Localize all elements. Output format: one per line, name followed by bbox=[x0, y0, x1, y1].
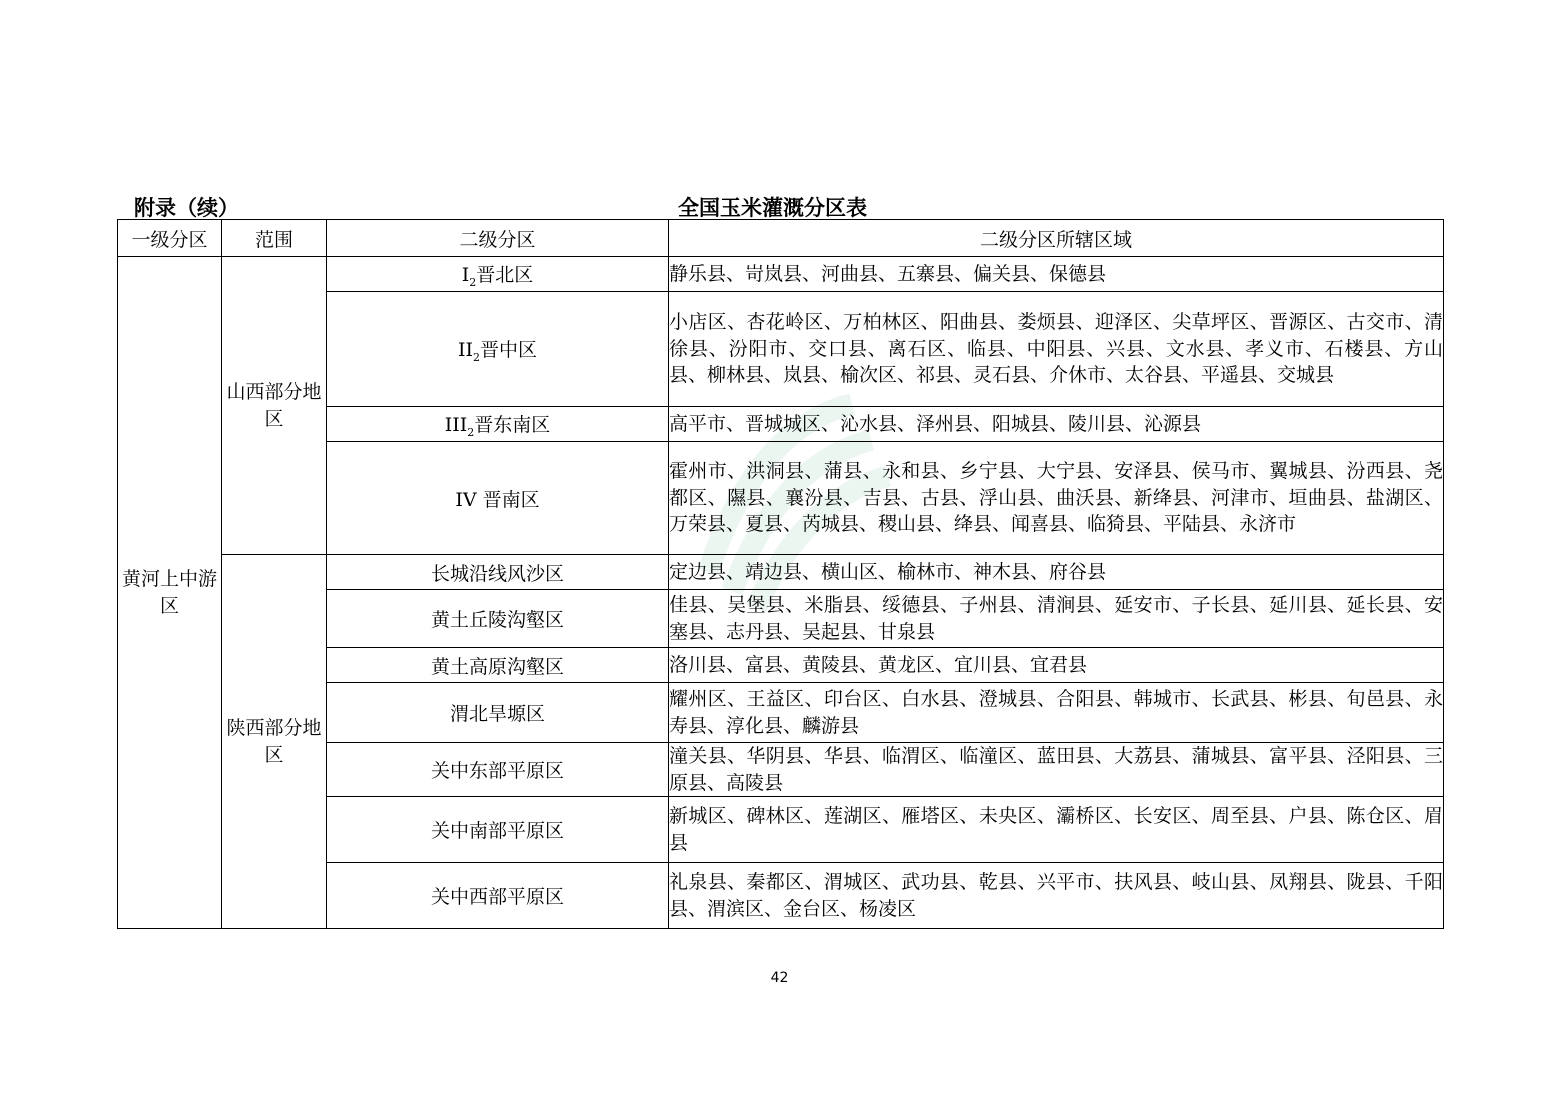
level2-cell: 黄土丘陵沟壑区 bbox=[327, 590, 669, 648]
level2-cell: 渭北旱塬区 bbox=[327, 683, 669, 743]
table-body bbox=[118, 257, 1444, 929]
appendix-label: 附录（续） bbox=[134, 196, 239, 220]
table-title: 全国玉米灌溉分区表 bbox=[678, 196, 867, 220]
zone-subscript: 2 bbox=[467, 425, 475, 439]
level2-cell bbox=[327, 292, 669, 407]
table-header-row bbox=[118, 220, 1444, 257]
zone-numeral: II bbox=[457, 338, 473, 361]
level2-cell bbox=[327, 407, 669, 442]
area-cell: 礼泉县、秦都区、渭城区、武功县、乾县、兴平市、扶风县、岐山县、凤翔县、陇县、千阳县、渭滨区、金台区、杨凌区 bbox=[669, 863, 1444, 929]
area-cell: 静乐县、岢岚县、河曲县、五寨县、偏关县、保德县 bbox=[669, 257, 1444, 292]
table-row bbox=[118, 257, 1444, 292]
area-cell: 霍州市、洪洞县、蒲县、永和县、乡宁县、大宁县、安泽县、侯马市、翼城县、汾西县、尧都区、隰县、襄汾县、吉县、古县、浮山县、曲沃县、新绛县、河津市、垣曲县、盐湖区、万荣县、夏县、芮城县、稷山县、绛县、闻喜县、临猗县、平陆县、永济市 bbox=[669, 442, 1444, 555]
level2-cell: 关中东部平原区 bbox=[327, 743, 669, 797]
level2-cell: 黄土高原沟壑区 bbox=[327, 648, 669, 683]
zone-name: 晋中区 bbox=[480, 338, 538, 361]
area-cell: 定边县、靖边县、横山区、榆林市、神木县、府谷县 bbox=[669, 555, 1444, 590]
area-cell: 新城区、碑林区、莲湖区、雁塔区、未央区、灞桥区、长安区、周至县、户县、陈仓区、眉县 bbox=[669, 797, 1444, 863]
level2-cell: 关中南部平原区 bbox=[327, 797, 669, 863]
level2-cell bbox=[327, 257, 669, 292]
area-cell: 高平市、晋城城区、沁水县、泽州县、阳城县、陵川县、沁源县 bbox=[669, 407, 1444, 442]
zone-name: 晋北区 bbox=[476, 263, 534, 286]
zone-numeral: I bbox=[461, 263, 470, 286]
area-cell: 洛川县、富县、黄陵县、黄龙区、宜川县、宜君县 bbox=[669, 648, 1444, 683]
area-cell: 小店区、杏花岭区、万柏林区、阳曲县、娄烦县、迎泽区、尖草坪区、晋源区、古交市、清徐县、汾阳市、交口县、离石区、临县、中阳县、兴县、文水县、孝义市、石楼县、方山县、柳林县、岚县、榆次区、祁县、灵石县、介休市、太谷县、平遥县、交城县 bbox=[669, 292, 1444, 407]
zone-subscript: 2 bbox=[469, 275, 477, 289]
scope-cell: 山西部分地区 bbox=[222, 257, 327, 555]
level1-cell: 黄河上中游区 bbox=[118, 257, 222, 929]
zone-name: 晋南区 bbox=[482, 488, 540, 511]
level2-cell bbox=[327, 442, 669, 555]
area-cell: 潼关县、华阴县、华县、临渭区、临潼区、蓝田县、大荔县、蒲城县、富平县、泾阳县、三原县、高陵县 bbox=[669, 743, 1444, 797]
zone-numeral: IV bbox=[455, 488, 477, 511]
table-row bbox=[118, 555, 1444, 590]
area-cell: 耀州区、王益区、印台区、白水县、澄城县、合阳县、韩城市、长武县、彬县、旬邑县、永寿县、淳化县、麟游县 bbox=[669, 683, 1444, 743]
header-level2: 二级分区 bbox=[327, 220, 669, 257]
area-cell: 佳县、吴堡县、米脂县、绥德县、子州县、清涧县、延安市、子长县、延川县、延长县、安塞县、志丹县、吴起县、甘泉县 bbox=[669, 590, 1444, 648]
header-area: 二级分区所辖区域 bbox=[669, 220, 1444, 257]
scope-cell: 陕西部分地区 bbox=[222, 555, 327, 929]
zone-subscript: 2 bbox=[473, 350, 480, 364]
level2-cell: 关中西部平原区 bbox=[327, 863, 669, 929]
level2-cell: 长城沿线风沙区 bbox=[327, 555, 669, 590]
irrigation-zone-table bbox=[117, 219, 1444, 929]
header-scope: 范围 bbox=[222, 220, 327, 257]
zone-numeral: III bbox=[444, 413, 468, 436]
page-number: 42 bbox=[770, 970, 789, 986]
zone-name: 晋东南区 bbox=[474, 413, 551, 436]
header-level1: 一级分区 bbox=[118, 220, 222, 257]
